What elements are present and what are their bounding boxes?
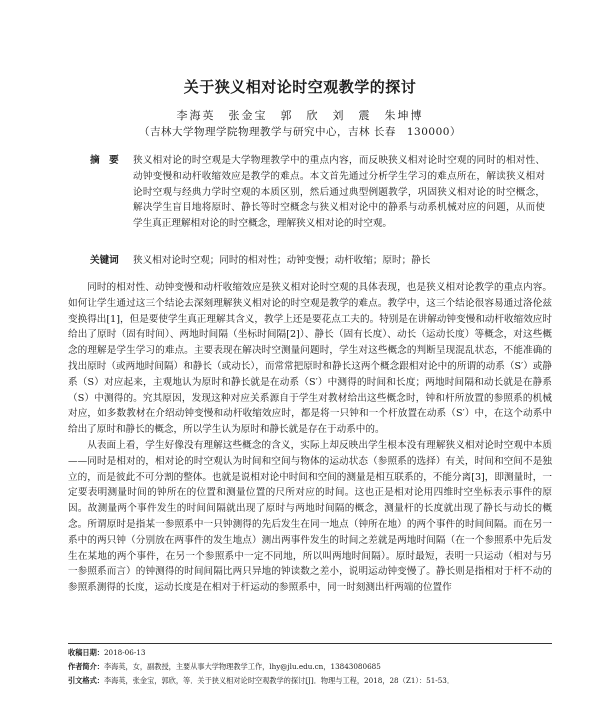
footnote-received-label: 收稿日期： — [68, 648, 104, 657]
author-affiliation: （吉林大学物理学院物理教学与研究中心，吉林 长春 130000） — [139, 126, 461, 138]
footnote-citation-label: 引文格式： — [68, 676, 104, 685]
footnote-author-bio-text: 李海英，女，副教授，主要从事大学物理教学工作，lhy@jlu.edu.cn，13843080685 — [103, 662, 381, 671]
body-paragraph-1: 同时的相对性、动钟变慢和动杆收缩效应是狭义相对论时空观的具体表现，也是狭义相对论教学的重点内容。如何让学生通过这三个结论去深刻理解狭义相对论的时空观是教学的难点。教学中，这三个结论很容易通过洛伦兹变换得出[1]，但是要使学生真正理解其含义，教学上还是要花点工夫的。特别是在讲解动钟变慢和动杆收缩效应时给出了原时（固有时间）、两地时间隔（坐标时间隔[2]）、静长（固有长度）、动长（运动长度）等概念，对这些概念的理解是学生学习的难点。主要表现在解决时空测量问题时，学生对这些概念的判断呈现混乱状态，不能准确的找出原时（或两地时间隔）和静长（或动长），而常常把原时和静长这两个概念跟相对论中的所谓的动系（S′）或静系（S）对应起来，主观地认为原时和静长就是在动系（S′）中测得的时间和长度；两地时间隔和动长就是在静系（S）中测得的。究其原因，发现这种对应关系源自于学生对教材给出这些概念时，钟和杆所放置的参照系的机械对应，如多数教材在介绍动钟变慢和动杆收缩效应时，都是将一只钟和一个杆放置在动系（S′）中，在这个动系中给出了原时和静长的概念，所以学生认为原时和静长就是存在于动系中的。 — [68, 282, 552, 436]
keywords-label: 关键词 — [90, 255, 119, 266]
body-paragraph-2: 从表面上看，学生好像没有理解这些概念的含义，实际上却反映出学生根本没有理解狭义相对论时空观中本质——同时是相对的，相对论的时空观认为时间和空间与物体的运动状态（参照系的选择）有关，时间和空间不是独立的，而是彼此不可分割的整体。也就是说相对论中时间和空间的测量是相互联系的，不能分离[3]，即测量时，一定要表明测量时间的钟所在的位置和测量位置的尺所对应的时间。这也正是相对论用四维时空坐标表示事件的原因。故测量两个事件发生的时间间隔就出现了原时与两地时间隔的概念，测量杆的长度就出现了静长与动长的概念。所谓原时是指某一参照系中一只钟测得的先后发生在同一地点（钟所在地）的两个事件的时间间隔。而在另一系中的两只钟（分别放在两事件的发生地点）测出两事件发生的时间之差就是两地时间隔（在一个参照系中先后发生在某地的两个事件，在另一个参照系中一定不同地，所以叫两地时间隔）。原时最短，表明一只运动（相对与另一参照系而言）的钟测得的时间间隔比两只异地的钟读数之差小，说明运动钟变慢了。静长则是指相对于杆不动的参照系测得的长度，运动长度是在相对于杆运动的参照系中，同一时刻测出杆两端的位置作 — [68, 439, 552, 594]
footnote-divider — [68, 643, 552, 644]
footnote-author-bio-label: 作者简介： — [68, 662, 104, 671]
footnote-received-text: 2018-06-13 — [103, 648, 146, 657]
body-text — [68, 280, 552, 596]
footnote-citation — [68, 676, 552, 686]
abstract-text: 狭义相对论的时空观是大学物理教学中的重点内容，而反映狭义相对论时空观的同时的相对性、动钟变慢和动杆收缩效应是教学的难点。本文首先通过分析学生学习的难点所在，解读狭义相对论时空观与经典力学时空观的本质区别，然后通过典型例题教学，巩固狭义相对论的时空概念，解决学生盲目地将原时、静长等时空概念与狭义相对论中的静系与动系机械对应的问题，从而使学生真正理解相对论的时空概念，理解狭义相对论的时空观。 — [133, 155, 545, 230]
article-title: 关于狭义相对论时空观教学的探讨 — [183, 78, 417, 96]
keywords-text: 狭义相对论时空观；同时的相对性；动钟变慢；动杆收缩；原时；静长 — [133, 255, 431, 266]
footnote-author-bio — [68, 662, 552, 672]
abstract-block — [90, 153, 545, 232]
author-list: 李海英 张金宝 郭 欣 刘 震 朱坤博 — [176, 109, 424, 122]
footnote-received — [68, 648, 552, 658]
keywords-block — [90, 253, 545, 269]
footnote-citation-text: 李海英，张金宝，郭欣，等．关于狭义相对论时空观教学的探讨[J]．物理与工程，2018，28（Z1）：51-53． — [103, 676, 455, 685]
abstract-label: 摘 要 — [90, 155, 119, 166]
